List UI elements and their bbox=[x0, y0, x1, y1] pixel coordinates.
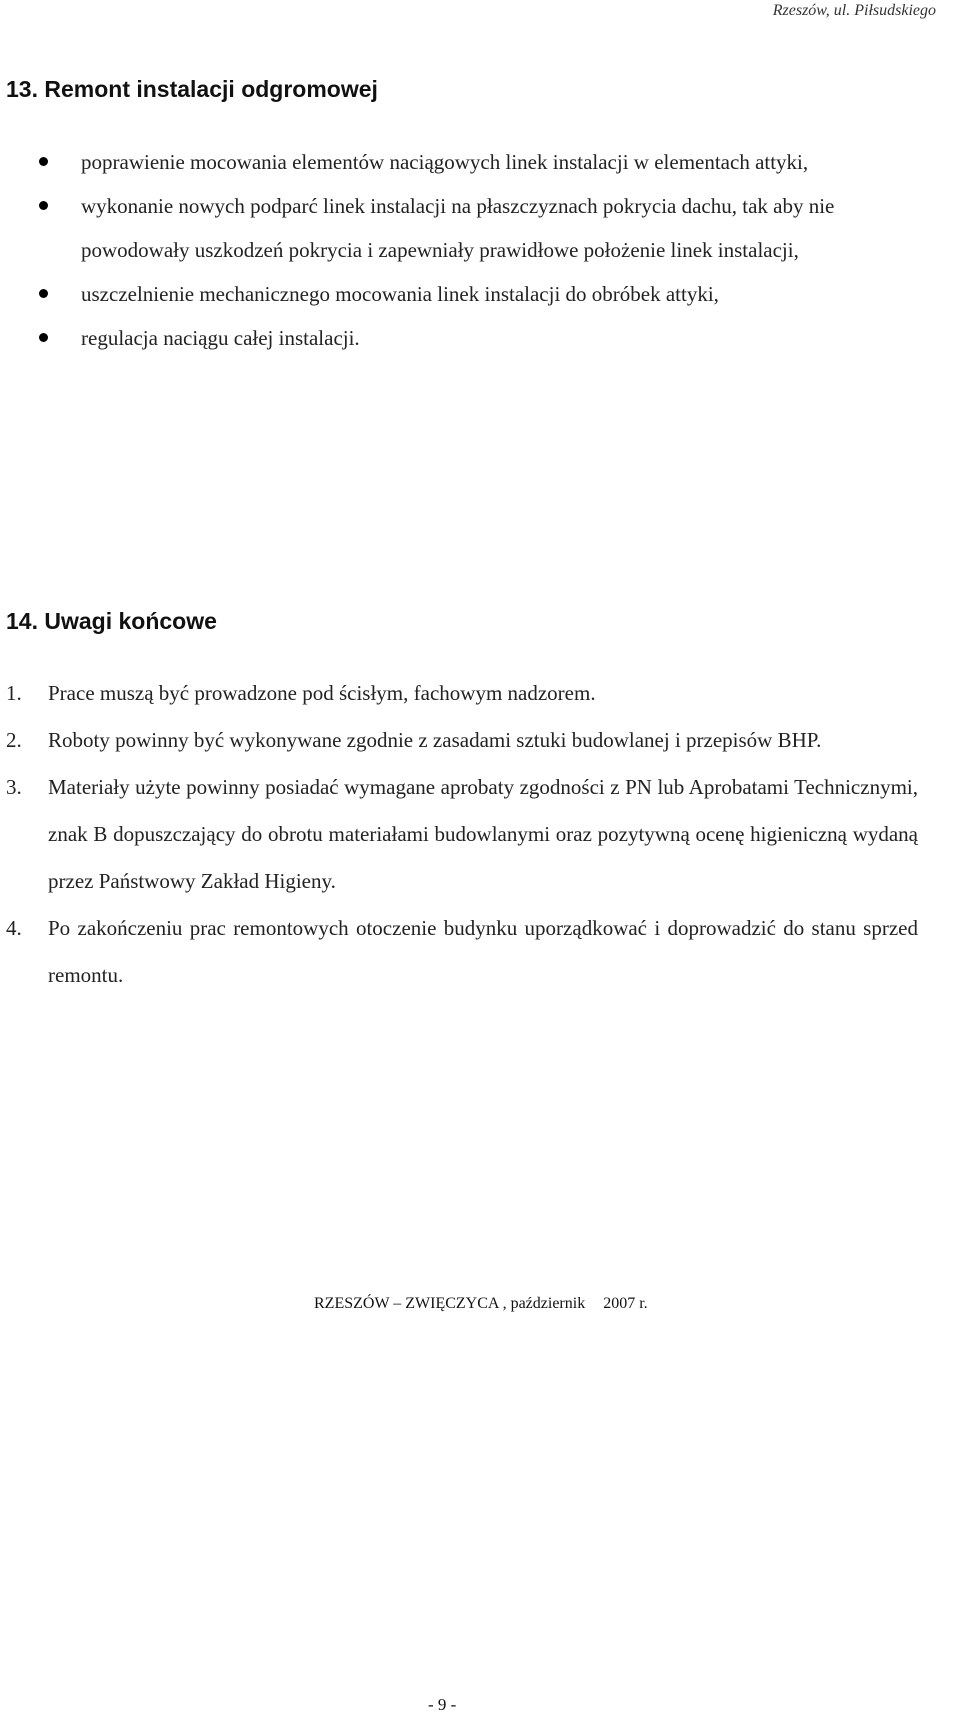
header-location: Rzeszów, ul. Piłsudskiego bbox=[772, 2, 936, 19]
bullet-icon bbox=[39, 201, 48, 210]
bullet-icon bbox=[39, 289, 48, 298]
list-item-number: 1. bbox=[6, 681, 22, 705]
list-item-number: 4. bbox=[6, 916, 22, 940]
list-item-text: regulacja naciągu całej instalacji. bbox=[81, 326, 360, 350]
section-13-list bbox=[0, 140, 960, 360]
list-item-text: Prace muszą być prowadzone pod ścisłym, fachowym nadzorem. bbox=[48, 681, 596, 705]
section-14-title: 14. Uwagi końcowe bbox=[6, 608, 217, 634]
list-item bbox=[0, 184, 911, 272]
list-item-text: poprawienie mocowania elementów naciągowych linek instalacji w elementach attyki, bbox=[81, 150, 809, 174]
footer-date: 2007 r. bbox=[603, 1295, 648, 1312]
bullet-icon bbox=[39, 157, 48, 166]
list-item-text: Roboty powinny być wykonywane zgodnie z zasadami sztuki budowlanej i przepisów BHP. bbox=[48, 728, 822, 752]
section-14-list bbox=[0, 670, 960, 999]
list-item bbox=[0, 670, 918, 717]
list-item bbox=[0, 316, 911, 360]
list-item-text: Po zakończeniu prac remontowych otoczenie budynku uporządkować i doprowadzić do stanu sprzed remontu. bbox=[48, 916, 918, 987]
page-number: - 9 - bbox=[428, 1695, 457, 1714]
section-13-title: 13. Remont instalacji odgromowej bbox=[6, 76, 378, 102]
footer-place-date bbox=[314, 1295, 648, 1313]
list-item-text: uszczelnienie mechanicznego mocowania linek instalacji do obróbek attyki, bbox=[81, 282, 719, 306]
footer-place: RZESZÓW – ZWIĘCZYCA , październik bbox=[314, 1295, 586, 1312]
list-item-text: Materiały użyte powinny posiadać wymagane aprobaty zgodności z PN lub Aprobatami Technicznymi, znak B dopuszczający do obrotu materiałami budowlanymi oraz pozytywną ocenę higieniczną wydaną przez Państwowy Zakład Higieny. bbox=[48, 775, 918, 893]
bullet-icon bbox=[39, 333, 48, 342]
list-item bbox=[0, 764, 918, 905]
list-item bbox=[0, 717, 918, 764]
list-item bbox=[0, 272, 911, 316]
list-item bbox=[0, 140, 911, 184]
list-item-text: wykonanie nowych podparć linek instalacji na płaszczyznach pokrycia dachu, tak aby nie powodowały uszkodzeń pokrycia i zapewniały prawidłowe położenie linek instalacji, bbox=[81, 194, 835, 262]
list-item-number: 2. bbox=[6, 728, 22, 752]
list-item bbox=[0, 905, 918, 999]
list-item-number: 3. bbox=[6, 775, 22, 799]
